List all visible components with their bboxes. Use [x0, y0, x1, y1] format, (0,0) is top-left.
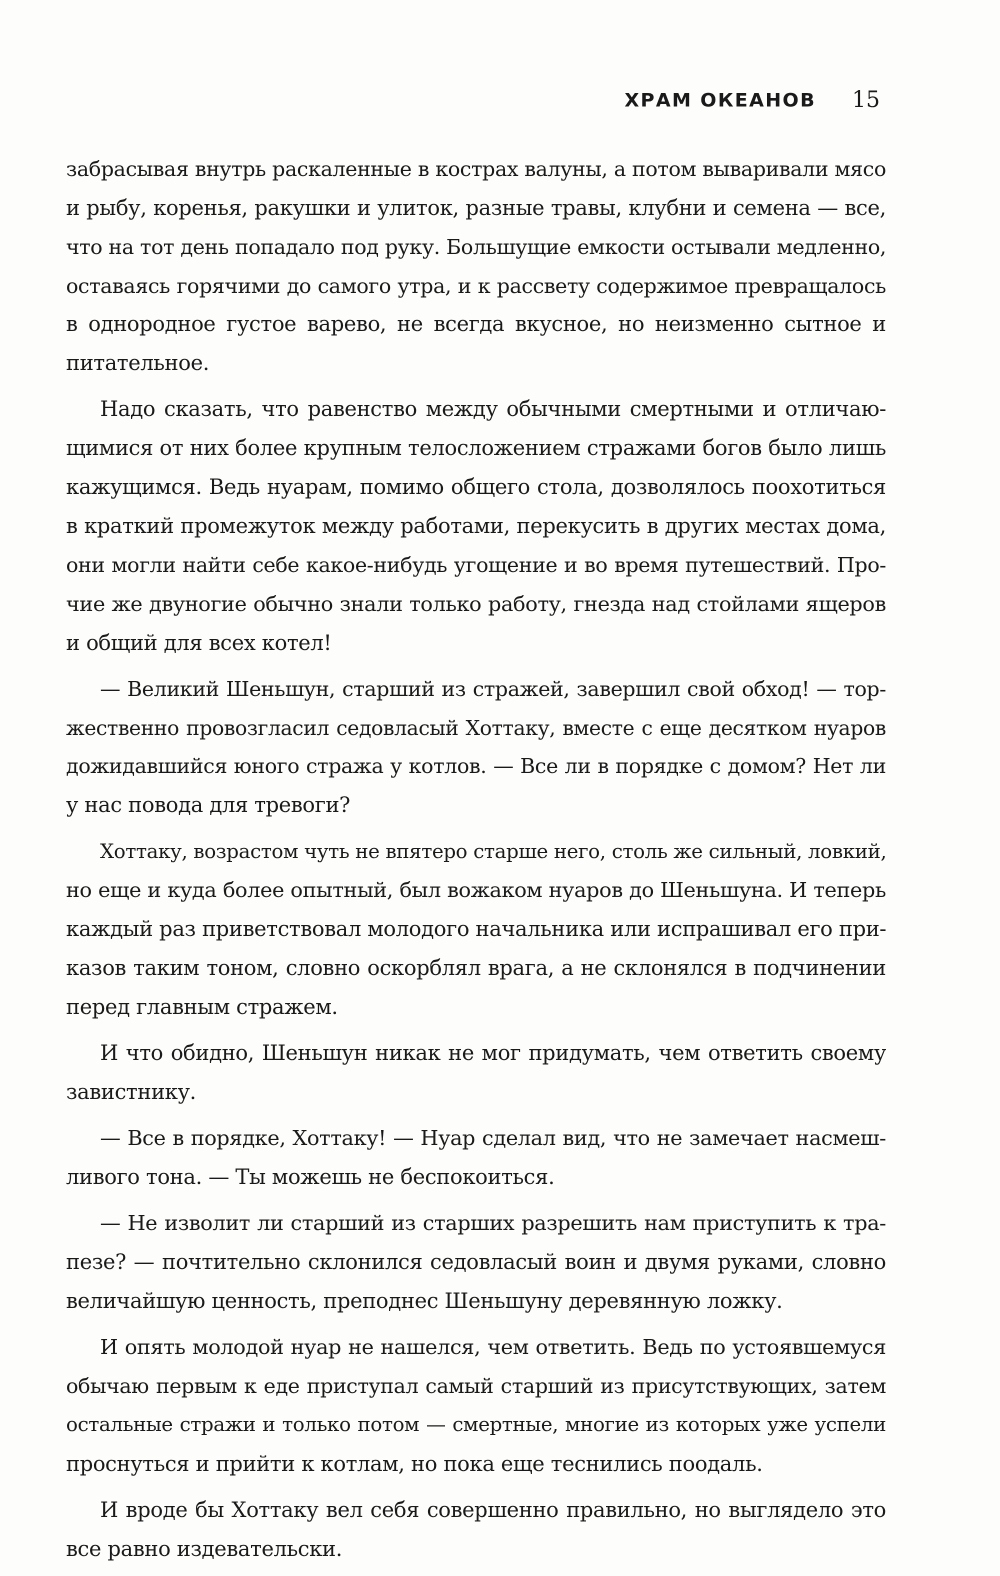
paragraph: [66, 1119, 886, 1197]
paragraph: [66, 670, 886, 825]
text-line: пезе? — почтительно склонился седовласый воин и двумя руками, словно: [66, 1250, 886, 1275]
text-line: величайшую ценность, преподнес Шеньшуну деревянную ложку.: [66, 1288, 783, 1313]
text-line: оставаясь горячими до самого утра, и к рассвету содержимое превращалось: [66, 273, 886, 298]
text-line: щимися от них более крупным телосложением стражами богов было лишь: [66, 436, 886, 461]
text-line: проснуться и прийти к котлам, но пока еще теснились поодаль.: [66, 1451, 763, 1476]
text-line: они могли найти себе какое-нибудь угощение и во время путешествий. Про-: [66, 552, 886, 577]
body-text: [66, 150, 886, 1576]
text-line: питательное.: [66, 351, 210, 376]
text-line: завистнику.: [66, 1079, 197, 1104]
text-line: И что обидно, Шеньшун никак не мог придумать, чем ответить своему: [100, 1041, 886, 1066]
text-line: что на тот день попадало под руку. Большущие емкости остывали медленно,: [66, 234, 886, 259]
text-line: каждый раз приветствовал молодого начальника или испрашивал его при-: [66, 917, 886, 942]
text-line: у нас повода для тревоги?: [66, 793, 351, 818]
text-line: Хоттаку, возрастом чуть не впятеро старше него, столь же сильный, ловкий,: [100, 839, 886, 863]
text-line: чие же двуногие обычно знали только работу, гнезда над стойлами ящеров: [66, 591, 886, 616]
text-line: Надо сказать, что равенство между обычными смертными и отличаю-: [100, 397, 886, 422]
text-line: кажущимся. Ведь нуарам, помимо общего стола, дозволялось поохотиться: [66, 475, 886, 500]
text-line: — Все в порядке, Хоттаку! — Нуар сделал вид, что не замечает насмеш-: [100, 1126, 886, 1151]
text-line: забрасывая внутрь раскаленные в кострах валуны, а потом вываривали мясо: [66, 157, 886, 181]
text-line: и общий для всех котел!: [66, 630, 332, 655]
text-line: — Великий Шеньшун, старший из стражей, завершил свой обход! — тор-: [100, 676, 886, 701]
text-line: жественно провозгласил седовласый Хоттаку, вместе с еще десятком нуаров: [66, 715, 886, 740]
text-line: и рыбу, коренья, ракушки и улиток, разные травы, клубни и семена — все,: [66, 195, 886, 220]
text-line: И опять молодой нуар не нашелся, чем ответить. Ведь по устоявшемуся: [100, 1335, 886, 1360]
paragraph: [66, 150, 886, 383]
text-line: обычаю первым к еде приступал самый старший из присутствующих, затем: [66, 1374, 886, 1399]
text-line: И вроде бы Хоттаку вел себя совершенно правильно, но выглядело это: [100, 1497, 886, 1522]
page-number: 15: [852, 88, 880, 113]
text-line: остальные стражи и только потом — смертные, многие из которых уже успели: [66, 1412, 886, 1436]
text-line: в однородное густое варево, не всегда вкусное, но неизменно сытное и: [66, 312, 886, 337]
text-line: дожидавшийся юного стража у котлов. — Все ли в порядке с домом? Нет ли: [66, 754, 886, 779]
text-line: ливого тона. — Ты можешь не беспокоиться.: [66, 1165, 555, 1190]
paragraph: [66, 390, 886, 662]
paragraph: [66, 1034, 886, 1112]
text-line: — Не изволит ли старший из старших разрешить нам приступить к тра-: [100, 1211, 886, 1236]
text-line: перед главным стражем.: [66, 994, 338, 1019]
paragraph: [66, 833, 886, 1027]
paragraph: [66, 1204, 886, 1321]
paragraph: [66, 1491, 886, 1569]
paragraph: [66, 1328, 886, 1483]
text-line: казов таким тоном, словно оскорблял врага, а не склонялся в подчинении: [66, 956, 886, 981]
text-line: все равно издевательски.: [66, 1536, 343, 1561]
running-header: [0, 88, 880, 120]
text-line: но еще и куда более опытный, был вожаком нуаров до Шеньшуна. И теперь: [66, 878, 886, 903]
text-line: в краткий промежуток между работами, перекусить в других местах дома,: [66, 513, 886, 538]
chapter-title: ХРАМ ОКЕАНОВ: [624, 89, 816, 112]
